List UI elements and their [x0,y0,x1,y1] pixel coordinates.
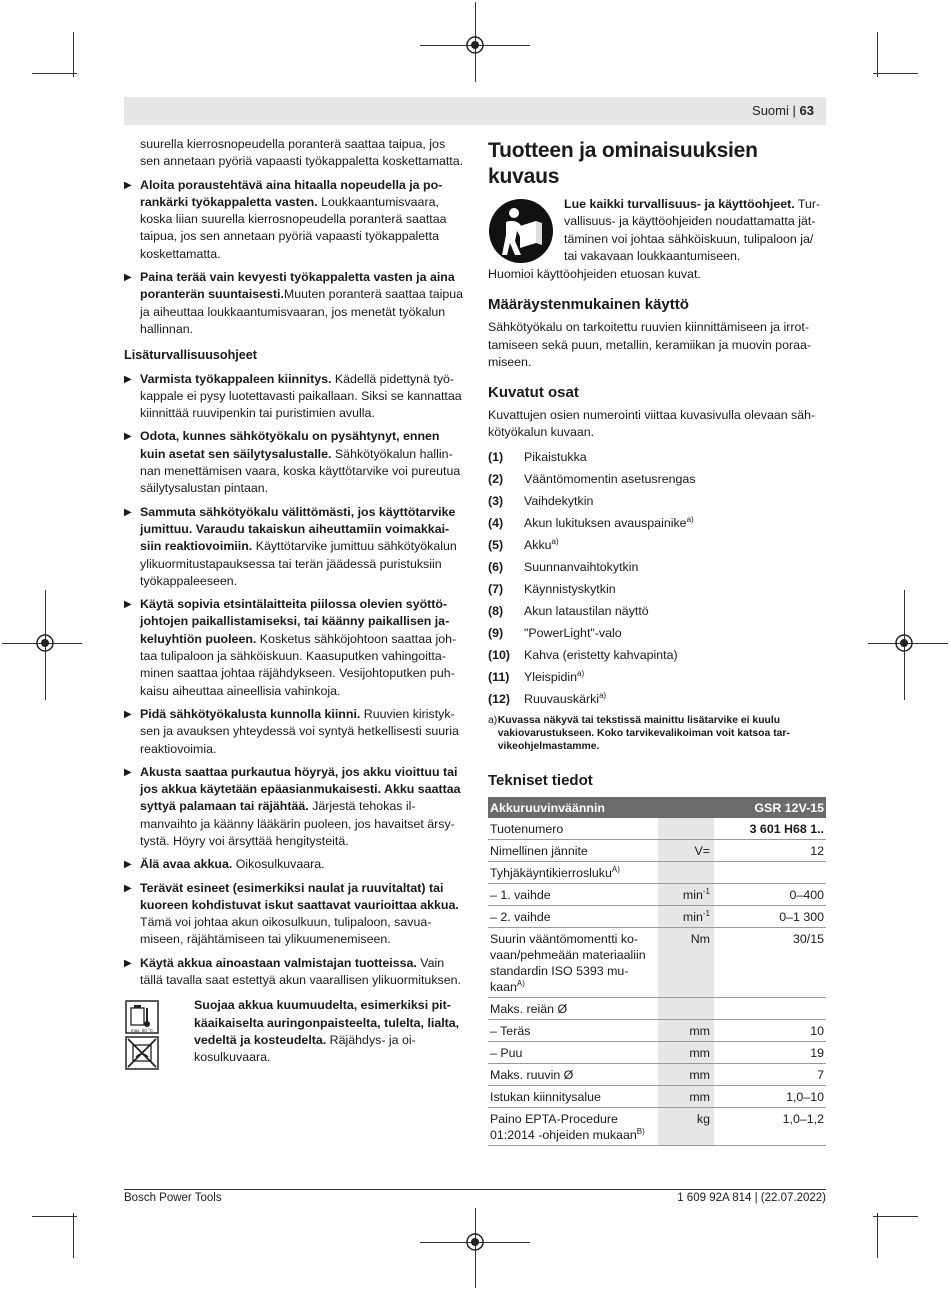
part-item [488,512,826,534]
spec-value [714,861,826,883]
crop-mark [877,1213,878,1258]
battery-heat-text: Suojaa akkua kuumuudelta, esimerkiksi pitkäaikaiselta auringonpaisteelta, tulelta, lialta, vedeltä ja kosteudelta. Räjähdys- ja oikosulkuvaara. [194,998,460,1065]
spec-unit: mm [658,1085,714,1107]
spec-unit: V= [658,839,714,861]
spec-value: 7 [714,1063,826,1085]
battery-heat-note [124,997,464,1069]
safety-bullet: ▶ Pidä sähkötyökalusta kunnolla kiinni. Ruuvien kiristyksen ja avauksen yhteydessä voi syntyä hetkellisesti suuria reaktiovoimia. [124,706,464,758]
crop-mark [873,73,918,74]
crop-mark [32,1216,77,1217]
safety-bullet: ▶ Käytä akkua ainoastaan valmistajan tuotteissa. Vain tällä tavalla saat estettyä akun vaarallisen ylikuormituksen. [124,955,464,990]
spec-value: 0–400 [714,883,826,905]
part-label: Pikaistukka [524,449,587,464]
part-number: (11) [488,669,510,684]
battery-temperature-label: max. 50 °C [130,1028,154,1034]
spec-value: 0–1 300 [714,905,826,927]
spec-label: Nimellinen jännite [488,839,658,861]
spec-label: Tuotenumero [488,818,658,840]
safety-bullet: ▶ Terävät esineet (esimerkiksi naulat ja ruuvitaltat) tai kuoreen kohdistuvat iskut saattavat vaurioittaa akkua. Tämä voi johtaa akun oikosulkuun, tulipaloon, savuamiseen, räjähtämiseen tai ylikuumenemiseen. [124,880,464,949]
part-item [488,490,826,512]
battery-temperature-icon [124,999,160,1035]
read-manual-icon [488,198,554,264]
spec-label: Paino EPTA-Procedure 01:2014 -ohjeiden mukaan$^{B)}$ [488,1107,658,1145]
part-label: Ruuvauskärki$^{a)}$ [524,690,607,706]
spec-unit: kg [658,1107,714,1145]
table-row [488,1085,826,1107]
warning-text: Lue kaikki turvallisuus- ja käyttöohjeet. Turvallisuus- ja käyttöohjeiden noudattamatta jättäminen voi johtaa sähköiskuun, tulipaloon ja/ tai vakavaan loukkaantumiseen. [564,197,821,263]
part-label: Käynnistyskytkin [524,581,616,596]
part-label: Kahva (eristetty kahvapinta) [524,647,678,662]
safety-bullet: ▶ Akusta saattaa purkautua höyryä, jos akku vioittuu tai jos akkua käytetään epäasianmukaisesti. Akku saattaa syttyä palamaan tai räjähtää. Järjestä tehokas ilmanvaihto ja käänny lääkärin puoleen, jos havaitset ärsytystä. Höyry voi ärsyttää hengitysteitä. [124,764,464,850]
part-item [488,622,826,644]
accessory-footnote: a) Kuvassa näkyvä tai tekstissä mainittu lisätarvike ei kuulu vakiovarustukseen. Koko tarvikevalikoiman voit katsoa tarvikeohjelmastamme. [488,714,790,752]
section-heading-parts: Kuvatut osat [488,384,579,402]
section-heading-tech: Tekniset tiedot [488,771,593,789]
crop-mark [32,73,77,74]
safety-bullet: ▶ Varmista työkappaleen kiinnitys. Kädellä pidettynä työkappale ei pysy luotettavasti paikallaan. Siksi se kannattaa kiinnittää ruuvipenkin tai puristimien avulla. [124,371,464,423]
part-label: Akun lataustilan näyttö [524,603,649,618]
spec-value: 3 601 H68 1.. [714,818,826,840]
table-row [488,883,826,905]
part-item [488,468,826,490]
footer-brand: Bosch Power Tools [124,1192,222,1204]
part-item [488,644,826,666]
page-header [124,97,826,125]
safety-bullet: ▶ Käytä sopivia etsintälaitteita piilossa olevien syöttöjohtojen paikallistamiseksi, tai käänny paikallisen jakeluyhtiön puoleen. Kosketus sähköjohtoon saattaa johtaa tulipaloon ja sähköiskuun. Kaasuputken vahingoittaminen saattaa johtaa räjähdykseen. Vesijohtoputken puhkaisu aiheuttaa aineellisia vahinkoja. [124,596,464,700]
part-number: (3) [488,493,504,508]
table-row [488,1041,826,1063]
spec-value: GSR 12V-15 [714,797,826,818]
part-item [488,578,826,600]
part-item [488,688,826,710]
table-row [488,1063,826,1085]
crop-mark [73,32,74,77]
spec-label: Tyhjäkäyntikierrosluku$^{A)}$ [488,861,658,883]
section-heading: Lisäturvallisuusohjeet [124,348,257,363]
spec-label: Akkuruuvinväännin [488,797,658,818]
spec-value: 19 [714,1041,826,1063]
part-label: Yleispidin$^{a)}$ [524,668,585,684]
spec-unit [658,818,714,840]
spec-label: Maks. ruuvin Ø [488,1063,658,1085]
table-row [488,905,826,927]
part-number: (5) [488,537,504,552]
part-number: (10) [488,647,511,662]
crop-mark [873,1216,918,1217]
technical-data-table [488,797,826,1146]
spec-value: 30/15 [714,927,826,997]
part-item [488,446,826,468]
part-label: Suunnanvaihtokytkin [524,559,639,574]
table-row [488,997,826,1019]
parts-intro: Kuvattujen osien numerointi viittaa kuvasivulla olevaan sähkötyökalun kuvaan. [488,408,816,440]
spec-unit [658,797,714,818]
spec-unit: Nm [658,927,714,997]
footer-doc-number: 1 609 92A 814 | (22.07.2022) [677,1192,826,1204]
part-label: Vaihdekytkin [524,493,594,508]
part-label: Akku$^{a)}$ [524,536,559,552]
spec-label: Istukan kiinnitysalue [488,1085,658,1107]
part-label: Akun lukituksen avauspainike$^{a)}$ [524,514,694,530]
read-instructions-warning [488,196,826,266]
part-number: (1) [488,449,504,464]
spec-value: 10 [714,1019,826,1041]
spec-unit: $\min^{-1}$ [658,883,714,905]
spec-unit: mm [658,1063,714,1085]
part-label: "PowerLight"-valo [524,625,622,640]
part-item [488,556,826,578]
crop-mark [877,32,878,77]
part-item [488,666,826,688]
left-column [124,136,464,1069]
table-row [488,1019,826,1041]
spec-value: 1,0–10 [714,1085,826,1107]
registration-target-icon [464,34,486,56]
safety-bullet: ▶ Odota, kunnes sähkötyökalu on pysähtynyt, ennen kuin asetat sen säilytysalustalle. Sähkötyökalun hallinnan menettämisen vaara, koska käyttötarvike voi pureutua säilytysalustan pintaan. [124,428,464,497]
no-water-fire-icon [124,1035,160,1071]
safety-bullet: ▶ Sammuta sähkötyökalu välittömästi, jos käyttötarvike jumittuu. Varaudu takaiskun aiheuttamiin voimakkaisiin reaktiovoimiin. Käyttötarvike jumittuu sähkötyökalun ylikuormitustapauksessa tai terän jäädessä puristuksiin työkappaleeseen. [124,504,464,590]
part-label: Vääntömomentin asetusrengas [524,471,696,486]
header-separator: | [792,103,796,118]
spec-value: 12 [714,839,826,861]
spec-label: – 1. vaihde [488,883,658,905]
part-number: (7) [488,581,504,596]
spec-label: – Puu [488,1041,658,1063]
table-row [488,818,826,840]
spec-unit: $\min^{-1}$ [658,905,714,927]
registration-target-icon [464,1231,486,1253]
part-number: (4) [488,515,504,530]
table-row [488,1107,826,1145]
page-number: 63 [799,103,814,118]
table-row [488,839,826,861]
part-number: (6) [488,559,504,574]
part-number: (9) [488,625,504,640]
section-heading-use: Määräystenmukainen käyttö [488,296,689,314]
spec-label: Suurin vääntömomentti kovaan/pehmeään materiaaliin standardin ISO 5393 mukaan$^{A)}$ [488,927,658,997]
footer-divider [124,1189,826,1190]
spec-unit: mm [658,1019,714,1041]
table-row [488,797,826,818]
front-pictures-note: Huomioi käyttöohjeiden etuosan kuvat. [488,267,701,281]
right-column [488,136,826,1146]
section-title: Tuotteen ja ominaisuuksien kuvaus [488,139,758,188]
part-number: (2) [488,471,504,486]
registration-target-icon [893,632,915,654]
table-row [488,861,826,883]
safety-bullet: ▶ Älä avaa akkua. Oikosulkuvaara. [124,856,464,873]
spec-label: Maks. reiän Ø [488,997,658,1019]
spec-unit: mm [658,1041,714,1063]
part-item [488,534,826,556]
spec-label: – Teräs [488,1019,658,1041]
spec-unit [658,861,714,883]
table-row [488,927,826,997]
part-item [488,600,826,622]
page-header-text [752,103,814,118]
part-number: (8) [488,603,504,618]
registration-target-icon [34,632,56,654]
intended-use-text: Sähkötyökalu on tarkoitettu ruuvien kiinnittämiseen ja irrottamiseen sekä puun, metallin, keramiikan ja muovin poraamiseen. [488,320,812,369]
part-number: (12) [488,691,511,706]
spec-value [714,997,826,1019]
header-language: Suomi [752,103,789,118]
spec-value: 1,0–1,2 [714,1107,826,1145]
safety-bullet: ▶ Aloita poraustehtävä aina hitaalla nopeudella ja porankärki työkappaletta vasten. Loukkaantumisvaara, koska liian suurella kierrosnopeudella poranterä saattaa taipua, jos sen annetaan pyöriä vapaasti työkappaletta koskettamatta. [124,177,464,263]
spec-label: – 2. vaihde [488,905,658,927]
spec-unit [658,997,714,1019]
safety-bullet: ▶ Paina terää vain kevyesti työkappaletta vasten ja aina poranterän suuntaisesti.Muuten poranterä saattaa taipua ja aiheuttaa loukkaantumisvaaran, jos menetät työkalun hallinnan. [124,269,464,338]
parts-list [488,446,826,710]
crop-mark [73,1213,74,1258]
intro-paragraph: suurella kierrosnopeudella poranterä saattaa taipua, jos sen annetaan pyöriä vapaasti työkappaletta koskettamatta. [140,137,464,169]
